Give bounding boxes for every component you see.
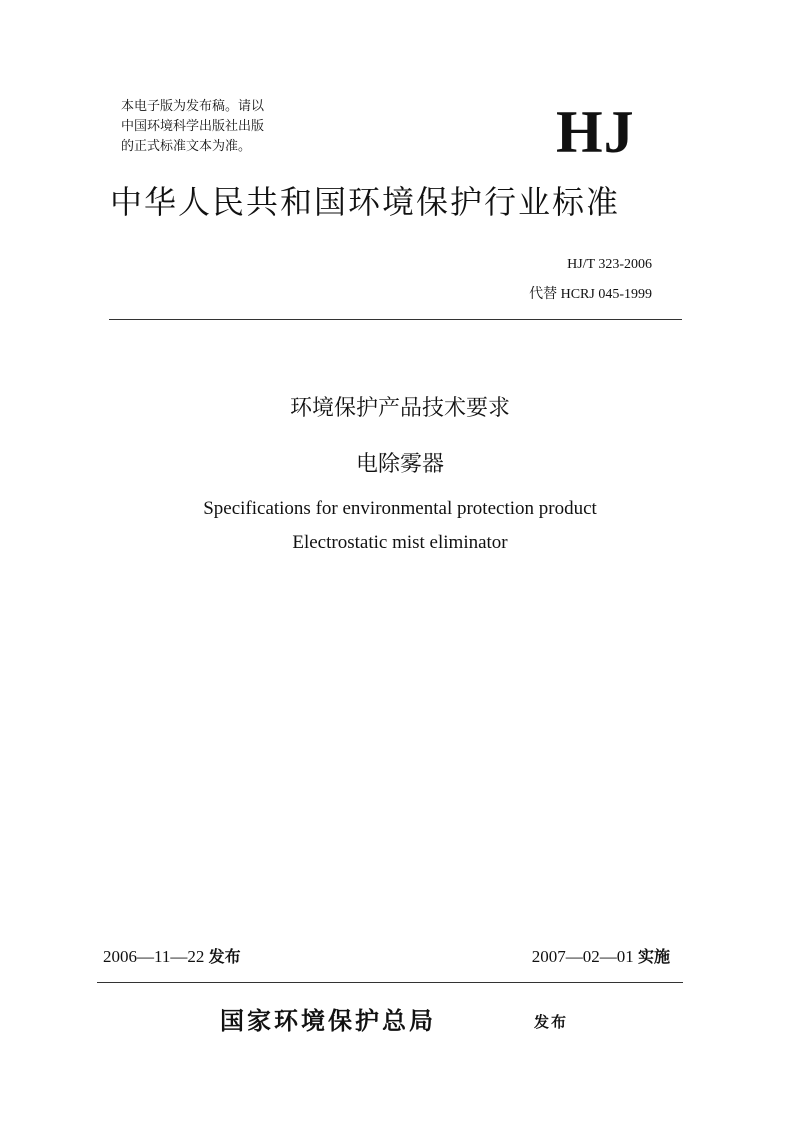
notice-line: 中国环境科学出版社出版 [121,119,265,134]
document-title-cn: 环境保护产品技术要求 [289,396,510,421]
standard-category: 中华人民共和国环境保护行业标准 [110,183,621,221]
publication-notice [121,97,351,157]
document-subtitle-cn: 电除雾器 [355,452,444,477]
notice-line: 本电子版为发布稿。请以 [121,99,265,114]
document-subtitle-en: Electrostatic mist eliminator [292,532,508,553]
effective-label: 实施 [637,947,670,966]
issue-date-value: 2006—11—22 [103,947,205,966]
standard-replaces: 代替 HCRJ 045-1999 [529,287,652,302]
effective-date [420,945,670,969]
header-divider [109,319,682,320]
issuing-agency: 国家环境保护总局 [220,1006,436,1035]
footer-divider [97,982,683,983]
effective-date-value: 2007—02—01 [531,947,634,966]
standard-code: HJ/T 323-2006 [567,257,652,272]
issue-date [103,945,363,969]
issue-label: 发布 [208,947,241,966]
notice-line: 的正式标准文本为准。 [121,139,252,154]
hj-logo: HJ [556,99,635,165]
document-title-en: Specifications for environmental protection product [203,498,597,519]
agency-action: 发布 [534,1013,569,1031]
